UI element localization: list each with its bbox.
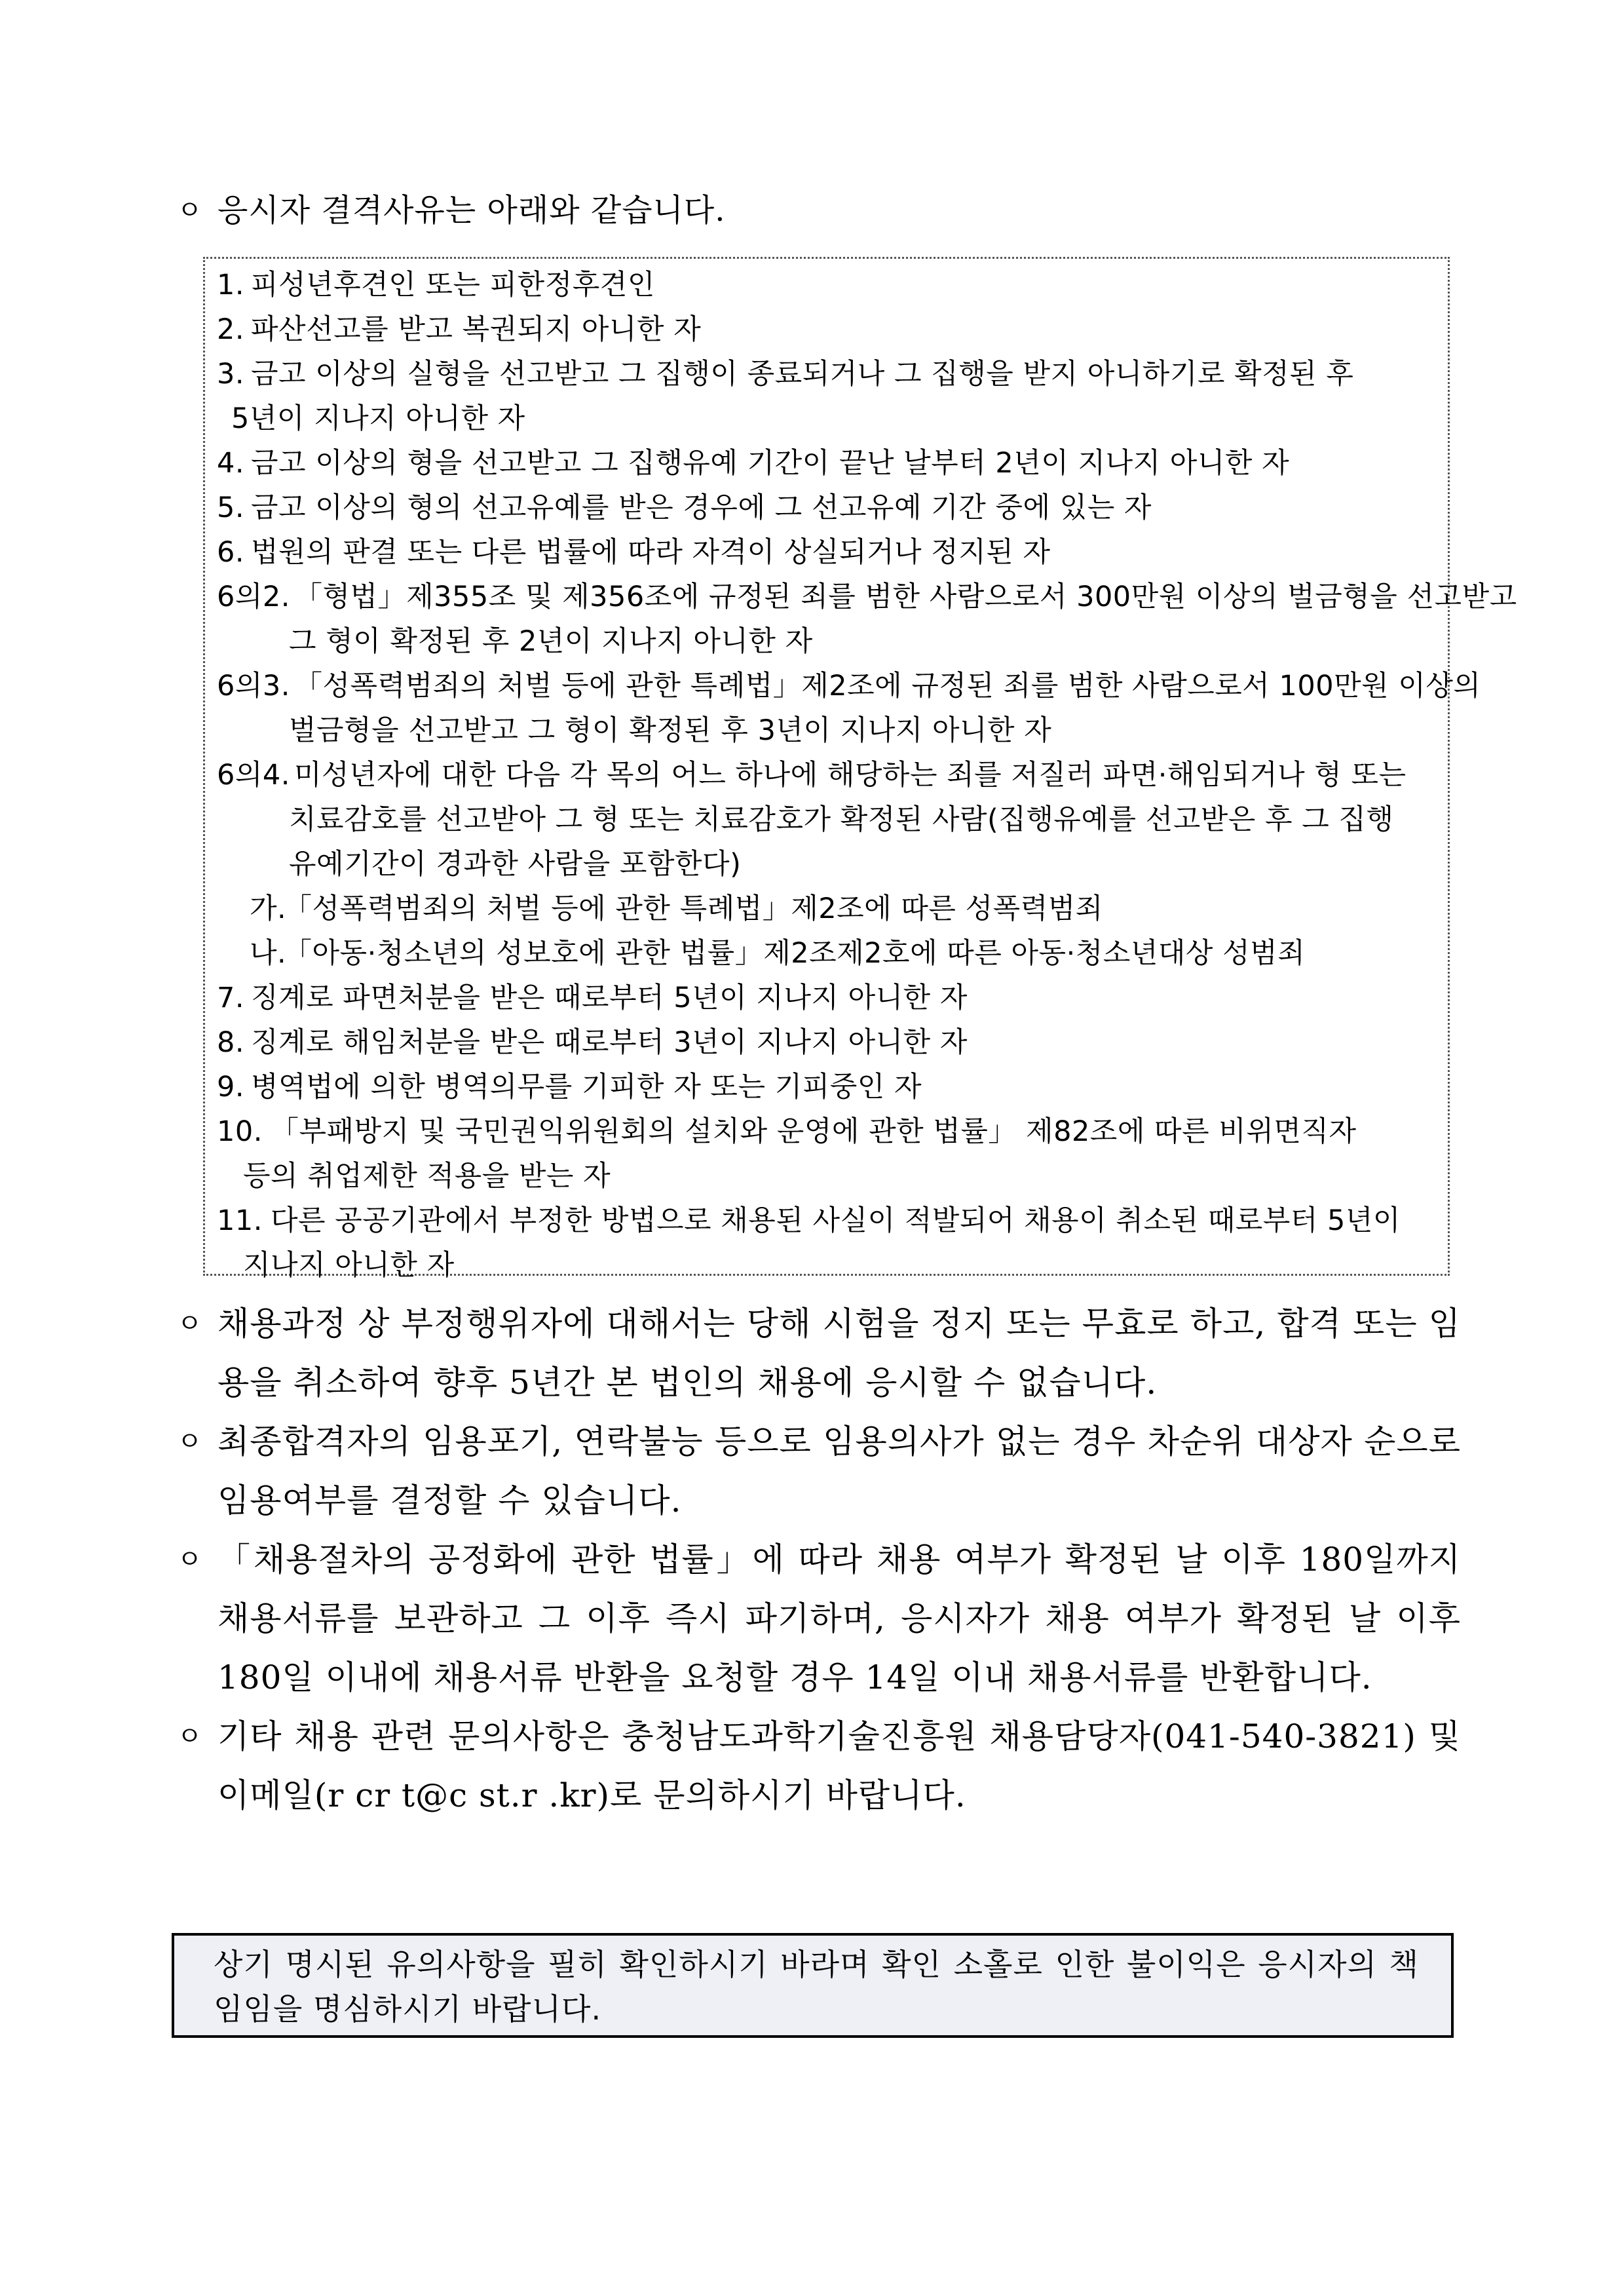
disqualification-number: 1.	[217, 269, 245, 301]
bullet-circle-icon: ㅇ	[177, 1426, 203, 1457]
disqualification-number: 나.	[250, 937, 287, 970]
disqualification-text: 「부패방지 및 국민권익위원회의 설치와 운영에 관한 법률」 제82조에 따른 비위면직자	[271, 1115, 1357, 1148]
disqualification-text: 다른 공공기관에서 부정한 방법으로 채용된 사실이 적발되어 채용이 취소된 때로부터 5년이	[271, 1204, 1401, 1237]
disqualification-number: 가.	[250, 892, 287, 925]
disqualification-text: 병역법에 의한 병역의무를 기피한 자 또는 기피중인 자	[251, 1071, 922, 1103]
disqualification-text: 법원의 판결 또는 다른 법률에 따라 자격이 상실되거나 정지된 자	[251, 536, 1051, 569]
disqualification-number: 10.	[217, 1115, 263, 1148]
note-text: 기타 채용 관련 문의사항은 충청남도과학기술진흥원 채용담당자(041-540-3821) 및 이메일(r cr t@c st.r .kr)로 문의하시기 바랍니다.	[217, 1717, 1461, 1814]
disqualification-number: 9.	[217, 1071, 245, 1103]
note-text: 「채용절차의 공정화에 관한 법률」에 따라 채용 여부가 확정된 날 이후 180일까지 채용서류를 보관하고 그 이후 즉시 파기하며, 응시자가 채용 여부가 확정된 날 이후 180일 이내에 채용서류 반환을 요청할 경우 14일 이내 채용서류를 반환합니다.	[217, 1540, 1461, 1696]
disqualification-number: 3.	[217, 358, 245, 391]
note-contact	[177, 1707, 1461, 1825]
bullet-circle-icon: ㅇ	[177, 195, 203, 225]
notes-section	[177, 1294, 1461, 1825]
disqualification-text: 「성폭력범죄의 처벌 등에 관한 특례법」제2조에 따른 성폭력범죄	[284, 892, 1103, 925]
disqualification-text: 5년이 지나지 아니한 자	[231, 402, 525, 435]
intro-line	[177, 182, 1461, 239]
disqualification-number: 6의3.	[217, 670, 290, 702]
disqualification-number: 8.	[217, 1026, 245, 1059]
notice-text: 상기 명시된 유의사항을 필히 확인하시기 바라며 확인 소홀로 인한 불이익은 응시자의 책임임을 명심하시기 바랍니다.	[214, 1947, 1419, 2027]
disqualification-text: 지나지 아니한 자	[243, 1249, 455, 1282]
disqualification-text: 「아동·청소년의 성보호에 관한 법률」제2조제2호에 따른 아동·청소년대상 성범죄	[284, 937, 1306, 970]
disqualification-text: 금고 이상의 실형을 선고받고 그 집행이 종료되거나 그 집행을 받지 아니하기로 확정된 후	[251, 358, 1354, 391]
note-appointment-waiver	[177, 1412, 1461, 1530]
disqualification-number: 11.	[217, 1204, 263, 1237]
disqualification-text: 벌금형을 선고받고 그 형이 확정된 후 3년이 지나지 아니한 자	[289, 714, 1052, 747]
disqualification-text: 「형법」제355조 및 제356조에 규정된 죄를 범한 사람으로서 300만원 이상의 벌금형을 선고받고	[294, 581, 1517, 613]
disqualification-text: 피성년후견인 또는 피한정후견인	[251, 269, 655, 301]
disqualification-number: 2.	[217, 313, 245, 346]
notice-box	[172, 1933, 1454, 2038]
disqualification-number: 5.	[217, 491, 245, 524]
disqualification-text: 징계로 해임처분을 받은 때로부터 3년이 지나지 아니한 자	[251, 1026, 968, 1059]
disqualification-text: 금고 이상의 형의 선고유예를 받은 경우에 그 선고유예 기간 중에 있는 자	[251, 491, 1152, 524]
bullet-circle-icon: ㅇ	[177, 1544, 203, 1575]
disqualification-text: 「성폭력범죄의 처벌 등에 관한 특례법」제2조에 규정된 죄를 범한 사람으로서 100만원 이상의	[294, 670, 1481, 702]
note-document-retention	[177, 1530, 1461, 1707]
disqualification-number: 7.	[217, 982, 245, 1014]
note-fraud	[177, 1294, 1461, 1412]
bullet-circle-icon: ㅇ	[177, 1309, 203, 1339]
disqualification-text: 유예기간이 경과한 사람을 포함한다)	[289, 848, 742, 881]
disqualification-text: 그 형이 확정된 후 2년이 지나지 아니한 자	[289, 625, 813, 658]
disqualification-number: 6의4.	[217, 759, 290, 792]
disqualification-text: 금고 이상의 형을 선고받고 그 집행유예 기간이 끝난 날부터 2년이 지나지 아니한 자	[251, 447, 1290, 480]
disqualification-text: 미성년자에 대한 다음 각 목의 어느 하나에 해당하는 죄를 저질러 파면·해임되거나 형 또는	[294, 759, 1407, 792]
disqualification-box	[203, 257, 1517, 1282]
disqualification-text: 등의 취업제한 적용을 받는 자	[243, 1160, 611, 1193]
disqualification-text: 치료감호를 선고받아 그 형 또는 치료감호가 확정된 사람(집행유예를 선고받은 후 그 집행	[289, 803, 1394, 836]
disqualification-number: 4.	[217, 447, 245, 480]
note-text: 채용과정 상 부정행위자에 대해서는 당해 시험을 정지 또는 무효로 하고, 합격 또는 임용을 취소하여 향후 5년간 본 법인의 채용에 응시할 수 없습니다.	[217, 1305, 1461, 1402]
disqualification-number: 6의2.	[217, 581, 290, 613]
note-text: 최종합격자의 임용포기, 연락불능 등으로 임용의사가 없는 경우 차순위 대상자 순으로 임용여부를 결정할 수 있습니다.	[217, 1423, 1461, 1520]
disqualification-text: 징계로 파면처분을 받은 때로부터 5년이 지나지 아니한 자	[251, 982, 968, 1014]
disqualification-text: 파산선고를 받고 복권되지 아니한 자	[251, 313, 702, 346]
disqualification-number: 6.	[217, 536, 245, 569]
bullet-circle-icon: ㅇ	[177, 1721, 203, 1751]
intro-text: 응시자 결격사유는 아래와 같습니다.	[217, 192, 726, 229]
